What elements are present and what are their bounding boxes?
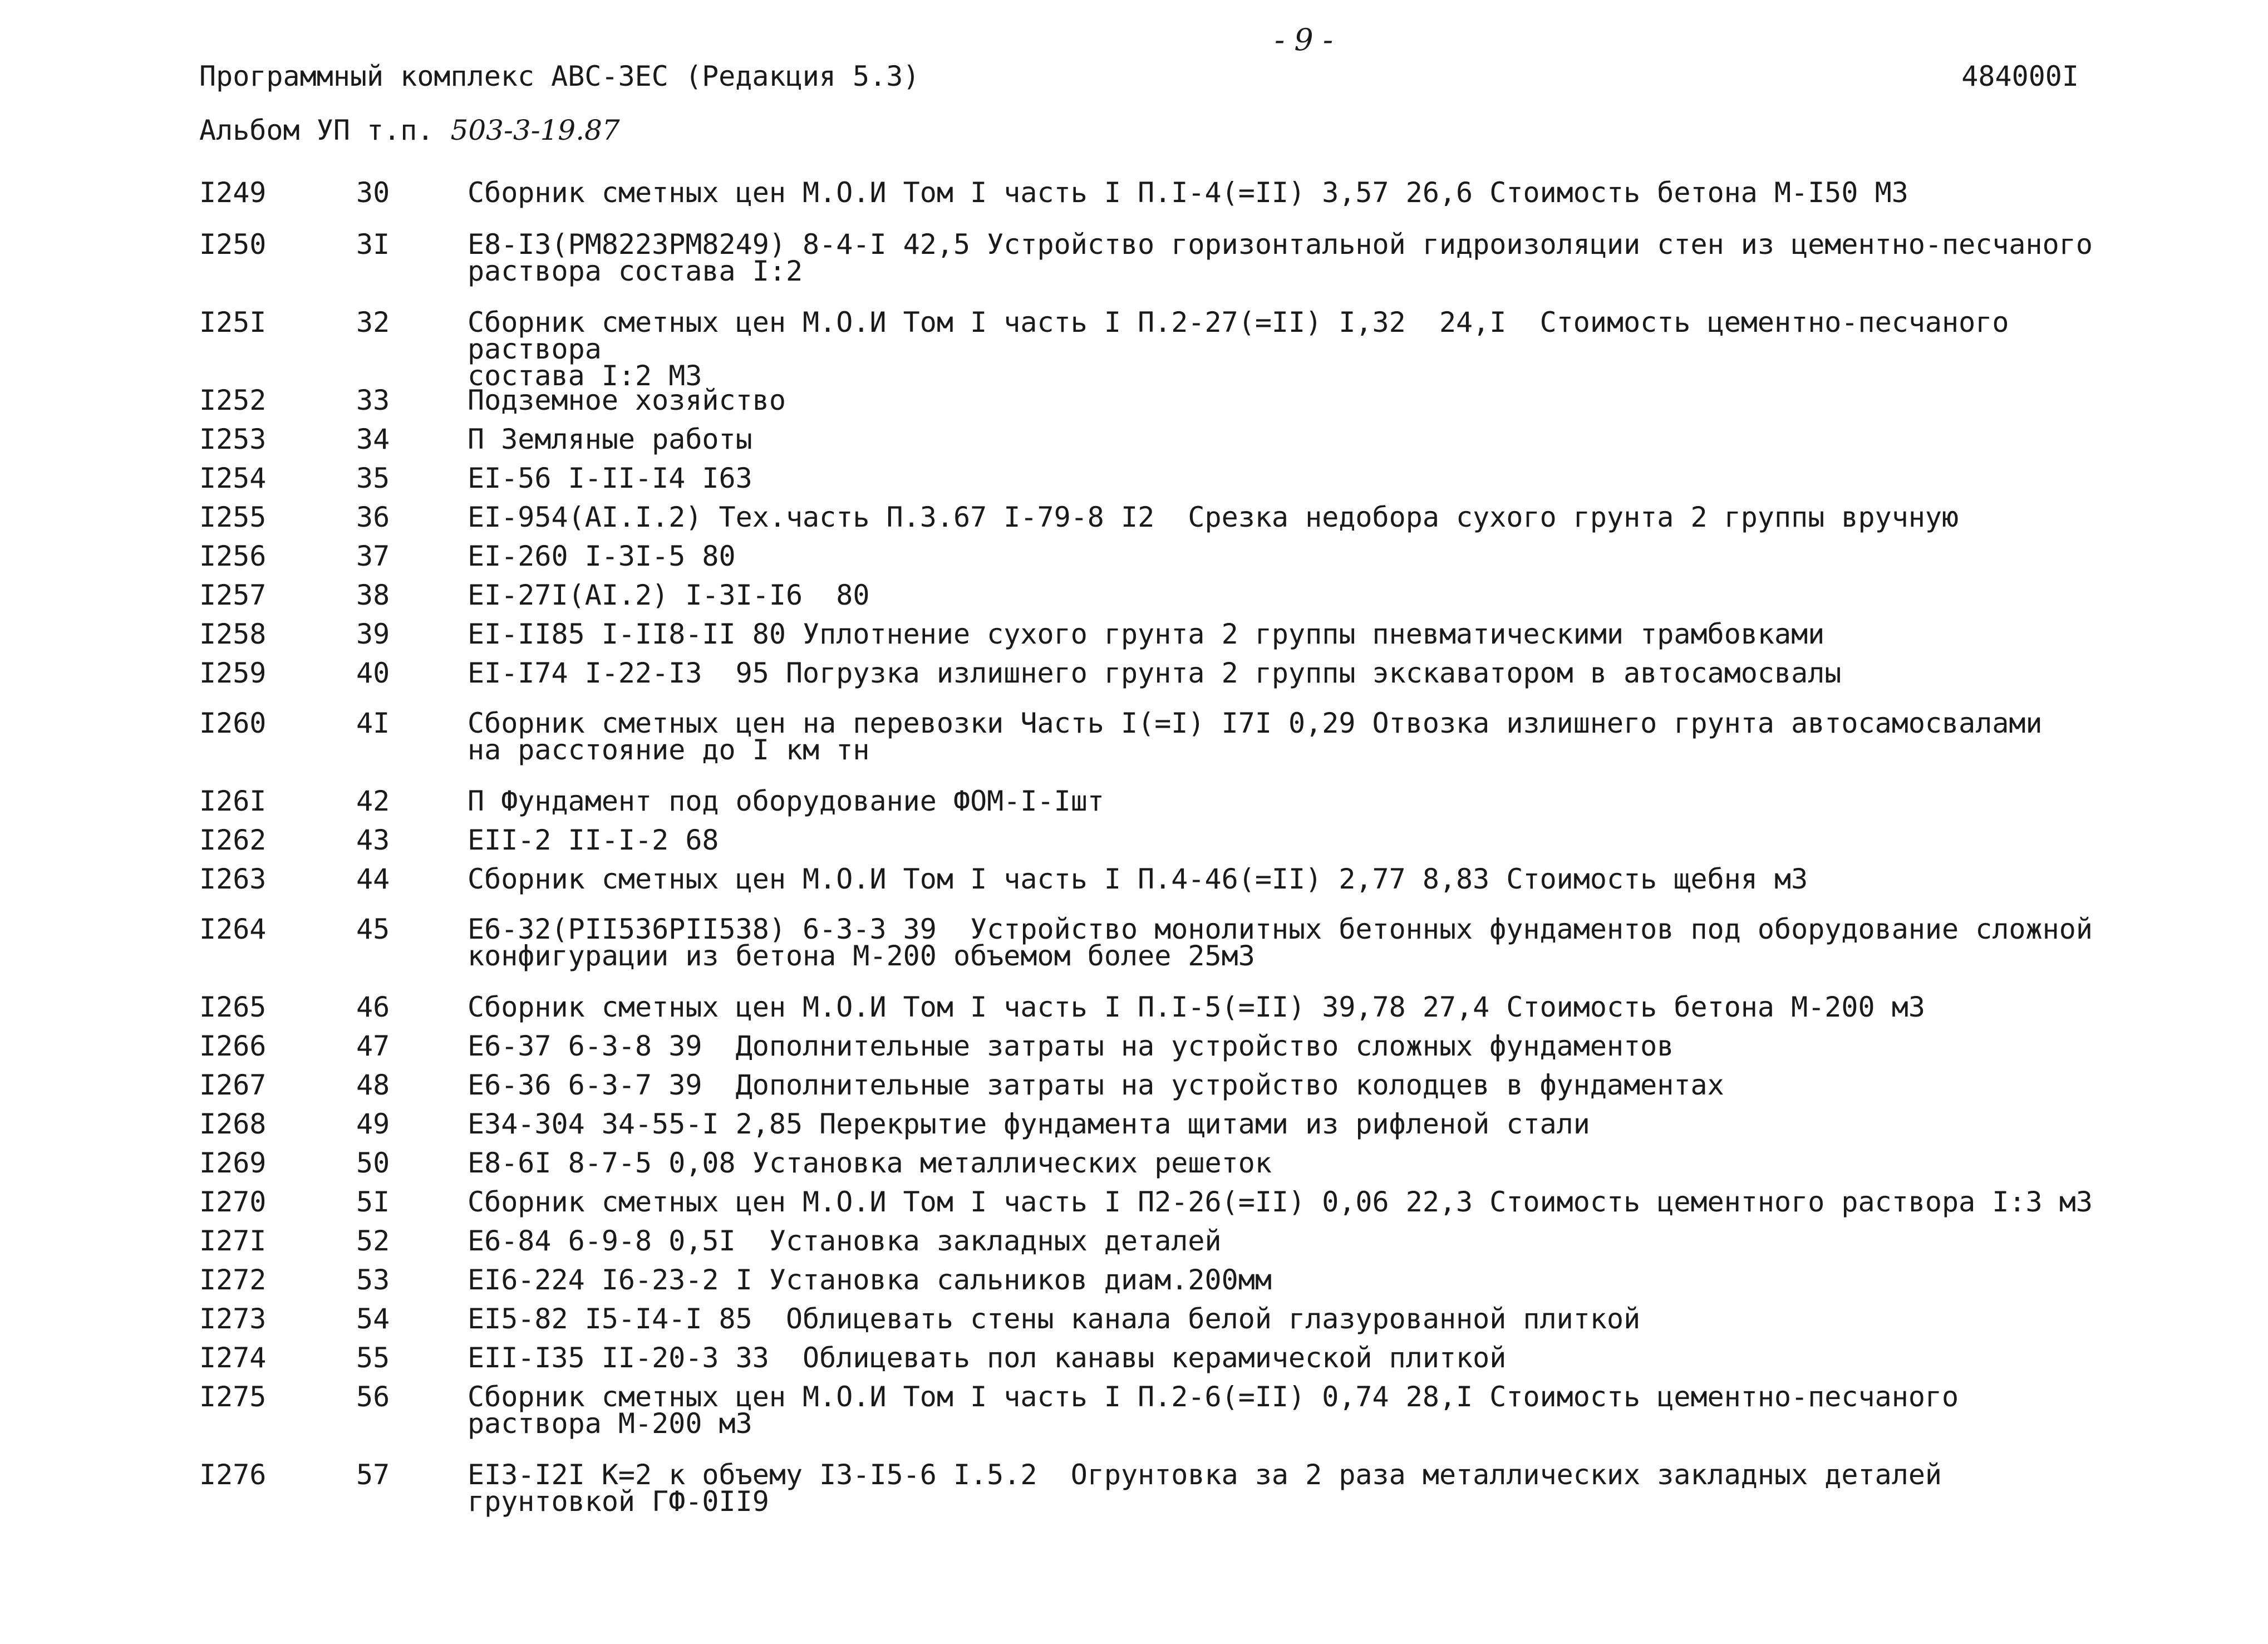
row-position: 53 xyxy=(356,1264,390,1296)
row-description: ЕII-2 II-I-2 68 xyxy=(468,824,719,856)
row-position: 50 xyxy=(356,1147,390,1179)
row-position: 52 xyxy=(356,1225,390,1257)
row-description: ЕI-II85 I-II8-II 80 Уплотнение сухого грунта 2 группы пневматическими трамбовками xyxy=(468,618,1825,650)
row-number: I270 xyxy=(199,1186,267,1218)
row-number: I266 xyxy=(199,1030,267,1062)
row-number: I249 xyxy=(199,176,267,209)
row-number: I252 xyxy=(199,384,267,416)
row-position: 49 xyxy=(356,1108,390,1140)
row-number: I259 xyxy=(199,657,267,689)
row-number: I254 xyxy=(199,462,267,494)
row-number: I256 xyxy=(199,540,267,572)
row-number: I274 xyxy=(199,1342,267,1374)
row-position: 5I xyxy=(356,1186,390,1218)
row-description: ЕI-56 I-II-I4 I63 xyxy=(468,462,752,494)
row-position: 56 xyxy=(356,1381,390,1413)
row-description: ЕII-I35 II-20-3 33 Облицевать пол канавы керамической плиткой xyxy=(468,1342,1507,1374)
program-title: Программный комплекс АВС-ЗЕС (Редакция 5.3) xyxy=(199,60,920,92)
row-position: 33 xyxy=(356,384,390,416)
row-position: 32 xyxy=(356,306,390,338)
row-description: Е6-84 6-9-8 0,5I Установка закладных деталей xyxy=(468,1225,1222,1257)
row-number: I275 xyxy=(199,1381,267,1413)
row-position: 30 xyxy=(356,176,390,209)
row-description: Е6-36 6-3-7 39 Дополнительные затраты на устройство колодцев в фундаментах xyxy=(468,1069,1724,1101)
row-number: I267 xyxy=(199,1069,267,1101)
row-number: I263 xyxy=(199,863,267,895)
row-position: 43 xyxy=(356,824,390,856)
row-description: Подземное хозяйство xyxy=(468,384,786,416)
row-description: Е8-I3(РМ8223РМ8249) 8-4-I 42,5 Устройство горизонтальной гидроизоляции стен из цементно-песчаного раствора состава I:2 xyxy=(468,228,2093,287)
row-description: Е34-304 34-55-I 2,85 Перекрытие фундамента щитами из рифленой стали xyxy=(468,1108,1590,1140)
page-number: - 9 - xyxy=(1275,22,1334,57)
row-number: I255 xyxy=(199,501,267,533)
row-number: I273 xyxy=(199,1303,267,1335)
row-position: 44 xyxy=(356,863,390,895)
row-number: I272 xyxy=(199,1264,267,1296)
row-description: ЕI-27I(АI.2) I-3I-I6 80 xyxy=(468,579,870,611)
row-number: I26I xyxy=(199,785,267,817)
row-description: Сборник сметных цен М.О.И Том I часть I П.4-46(=II) 2,77 8,83 Стоимость щебня м3 xyxy=(468,863,1808,895)
row-description: Сборник сметных цен на перевозки Часть I(=I) I7I 0,29 Отвозка излишнего грунта автосамосвалами на расстояние до I км тн xyxy=(468,707,2043,766)
row-position: 39 xyxy=(356,618,390,650)
album-prefix: Альбом УП т.п. xyxy=(199,114,434,146)
row-description: П Земляные работы xyxy=(468,423,752,455)
row-position: 47 xyxy=(356,1030,390,1062)
row-position: 40 xyxy=(356,657,390,689)
row-position: 54 xyxy=(356,1303,390,1335)
row-position: 42 xyxy=(356,785,390,817)
row-number: I268 xyxy=(199,1108,267,1140)
row-number: I264 xyxy=(199,913,267,945)
row-number: I262 xyxy=(199,824,267,856)
row-description: ЕI3-I2I К=2 к объему I3-I5-6 I.5.2 Огрунтовка за 2 раза металлических закладных деталей грунтовкой ГФ-0II9 xyxy=(468,1459,1942,1518)
row-description: Е6-32(РII536РII538) 6-3-3 39 Устройство монолитных бетонных фундаментов под оборудование сложной конфигурации из бетона М-200 объемом более 25м3 xyxy=(468,913,2093,972)
row-description: Сборник сметных цен М.О.И Том I часть I П.2-6(=II) 0,74 28,I Стоимость цементно-песчаного раствора М-200 м3 xyxy=(468,1381,1959,1440)
row-position: 45 xyxy=(356,913,390,945)
row-number: I269 xyxy=(199,1147,267,1179)
row-description: ЕI-954(АI.I.2) Тех.часть П.3.67 I-79-8 I2 Срезка недобора сухого грунта 2 группы вручную xyxy=(468,501,1959,533)
row-position: 34 xyxy=(356,423,390,455)
row-description: Е8-6I 8-7-5 0,08 Установка металлических решеток xyxy=(468,1147,1272,1179)
row-number: I265 xyxy=(199,991,267,1023)
row-number: I276 xyxy=(199,1459,267,1491)
row-description: Сборник сметных цен М.О.И Том I часть I П.2-27(=II) I,32 24,I Стоимость цементно-песчаного раствора состава I:2 М3 xyxy=(468,306,2009,392)
row-number: I27I xyxy=(199,1225,267,1257)
row-number: I260 xyxy=(199,707,267,739)
album-code: 503-3-19.87 xyxy=(450,114,620,146)
row-position: 55 xyxy=(356,1342,390,1374)
row-description: ЕI-260 I-3I-5 80 xyxy=(468,540,736,572)
row-number: I258 xyxy=(199,618,267,650)
row-number: I25I xyxy=(199,306,267,338)
row-number: I253 xyxy=(199,423,267,455)
row-number: I257 xyxy=(199,579,267,611)
row-position: 46 xyxy=(356,991,390,1023)
row-number: I250 xyxy=(199,228,267,261)
document-code: 484000I xyxy=(1961,60,2079,92)
row-position: 3I xyxy=(356,228,390,261)
row-position: 36 xyxy=(356,501,390,533)
row-position: 4I xyxy=(356,707,390,739)
row-position: 38 xyxy=(356,579,390,611)
row-position: 37 xyxy=(356,540,390,572)
row-description: Сборник сметных цен М.О.И Том I часть I П2-26(=II) 0,06 22,3 Стоимость цементного раствора I:3 м3 xyxy=(468,1186,2093,1218)
row-description: ЕI6-224 I6-23-2 I Установка сальников диам.200мм xyxy=(468,1264,1272,1296)
row-description: ЕI-I74 I-22-I3 95 Погрузка излишнего грунта 2 группы экскаватором в автосамосвалы xyxy=(468,657,1842,689)
row-description: П Фундамент под оборудование ФОМ-I-Iшт xyxy=(468,785,1104,817)
row-description: ЕI5-82 I5-I4-I 85 Облицевать стены канала белой глазурованной плиткой xyxy=(468,1303,1641,1335)
row-description: Сборник сметных цен М.О.И Том I часть I П.I-5(=II) 39,78 27,4 Стоимость бетона М-200 м3 xyxy=(468,991,1925,1023)
row-position: 57 xyxy=(356,1459,390,1491)
row-description: Е6-37 6-3-8 39 Дополнительные затраты на устройство сложных фундаментов xyxy=(468,1030,1674,1062)
row-position: 35 xyxy=(356,462,390,494)
row-position: 48 xyxy=(356,1069,390,1101)
row-description: Сборник сметных цен М.О.И Том I часть I П.I-4(=II) 3,57 26,6 Стоимость бетона М-I50 М3 xyxy=(468,176,1908,209)
